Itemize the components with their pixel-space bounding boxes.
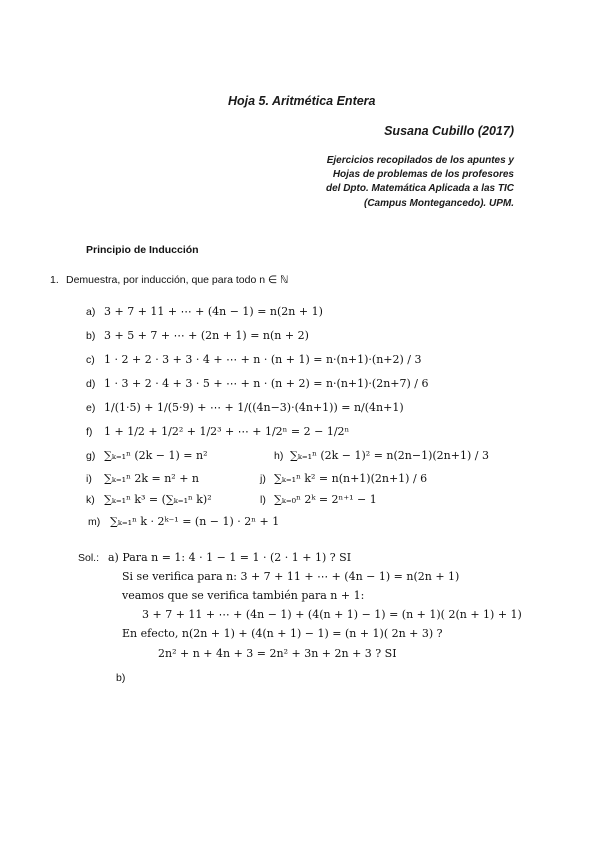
- item-formula: ∑ₖ₌₁ⁿ (2k − 1) = n²: [104, 449, 208, 462]
- section-title: Principio de Inducción: [86, 244, 199, 256]
- item-label: j): [260, 473, 266, 485]
- item-label: b): [86, 330, 96, 342]
- item-label: h): [274, 450, 284, 462]
- item-label: l): [260, 494, 266, 506]
- item-formula: 1/(1·5) + 1/(5·9) + ⋯ + 1/((4n−3)·(4n+1)) = n/(4n+1): [104, 401, 404, 414]
- item-formula: 1 · 3 + 2 · 4 + 3 · 5 + ⋯ + n · (n + 2) = n·(n+1)·(2n+7) / 6: [104, 377, 429, 390]
- item-label: m): [88, 516, 101, 528]
- solution-line: 2n² + n + 4n + 3 = 2n² + 3n + 2n + 3 ? SI: [158, 647, 397, 660]
- solution-line: veamos que se verifica también para n + 1:: [122, 589, 365, 602]
- solution-line: 3 + 7 + 11 + ⋯ + (4n − 1) + (4(n + 1) − 1) = (n + 1)( 2(n + 1) + 1): [142, 608, 522, 621]
- item-formula: ∑ₖ₌₁ⁿ 2k = n² + n: [104, 472, 199, 485]
- item-formula: ∑ₖ₌₁ⁿ k · 2ᵏ⁻¹ = (n − 1) · 2ⁿ + 1: [110, 515, 280, 528]
- item-label: c): [86, 354, 95, 366]
- solution-label: Sol.:: [78, 552, 100, 564]
- solution-line: Si se verifica para n: 3 + 7 + 11 + ⋯ + (4n − 1) = n(2n + 1): [122, 570, 460, 583]
- credit-line: (Campus Montegancedo). UPM.: [363, 197, 514, 209]
- item-formula: 1 + 1/2 + 1/2² + 1/2³ + ⋯ + 1/2ⁿ = 2 − 1/2ⁿ: [104, 425, 350, 438]
- problem-number: 1.: [50, 274, 59, 286]
- item-label: e): [86, 402, 96, 414]
- item-formula: 3 + 7 + 11 + ⋯ + (4n − 1) = n(2n + 1): [104, 305, 323, 318]
- credit-line: del Dpto. Matemática Aplicada a las TIC: [325, 183, 514, 195]
- item-label: g): [86, 450, 96, 462]
- credit-line: Hojas de problemas de los profesores: [332, 169, 514, 181]
- author: Susana Cubillo (2017): [384, 124, 514, 138]
- item-formula: ∑ₖ₌₁ⁿ (2k − 1)² = n(2n−1)(2n+1) / 3: [290, 449, 489, 462]
- solution-line: En efecto, n(2n + 1) + (4(n + 1) − 1) = (n + 1)( 2n + 3) ?: [122, 627, 443, 640]
- item-label: f): [86, 426, 93, 438]
- item-formula: ∑ₖ₌₁ⁿ k³ = (∑ₖ₌₁ⁿ k)²: [104, 493, 212, 506]
- solution-line: b): [116, 672, 126, 684]
- item-formula: ∑ₖ₌₀ⁿ 2ᵏ = 2ⁿ⁺¹ − 1: [274, 493, 377, 506]
- solution-line: a) Para n = 1: 4 · 1 − 1 = 1 · (2 · 1 + 1) ? SI: [108, 551, 352, 564]
- item-formula: 3 + 5 + 7 + ⋯ + (2n + 1) = n(n + 2): [104, 329, 309, 342]
- credit-line: Ejercicios recopilados de los apuntes y: [326, 155, 514, 166]
- item-label: i): [86, 473, 92, 485]
- credit-block: [326, 154, 514, 211]
- item-formula: ∑ₖ₌₁ⁿ k² = n(n+1)(2n+1) / 6: [274, 472, 428, 485]
- problem-statement: Demuestra, por inducción, que para todo n ∈ ℕ: [66, 274, 289, 286]
- item-label: k): [86, 494, 95, 506]
- item-formula: 1 · 2 + 2 · 3 + 3 · 4 + ⋯ + n · (n + 1) = n·(n+1)·(n+2) / 3: [104, 353, 422, 366]
- item-label: a): [86, 306, 96, 318]
- item-label: d): [86, 378, 96, 390]
- page-title: Hoja 5. Aritmética Entera: [228, 94, 376, 108]
